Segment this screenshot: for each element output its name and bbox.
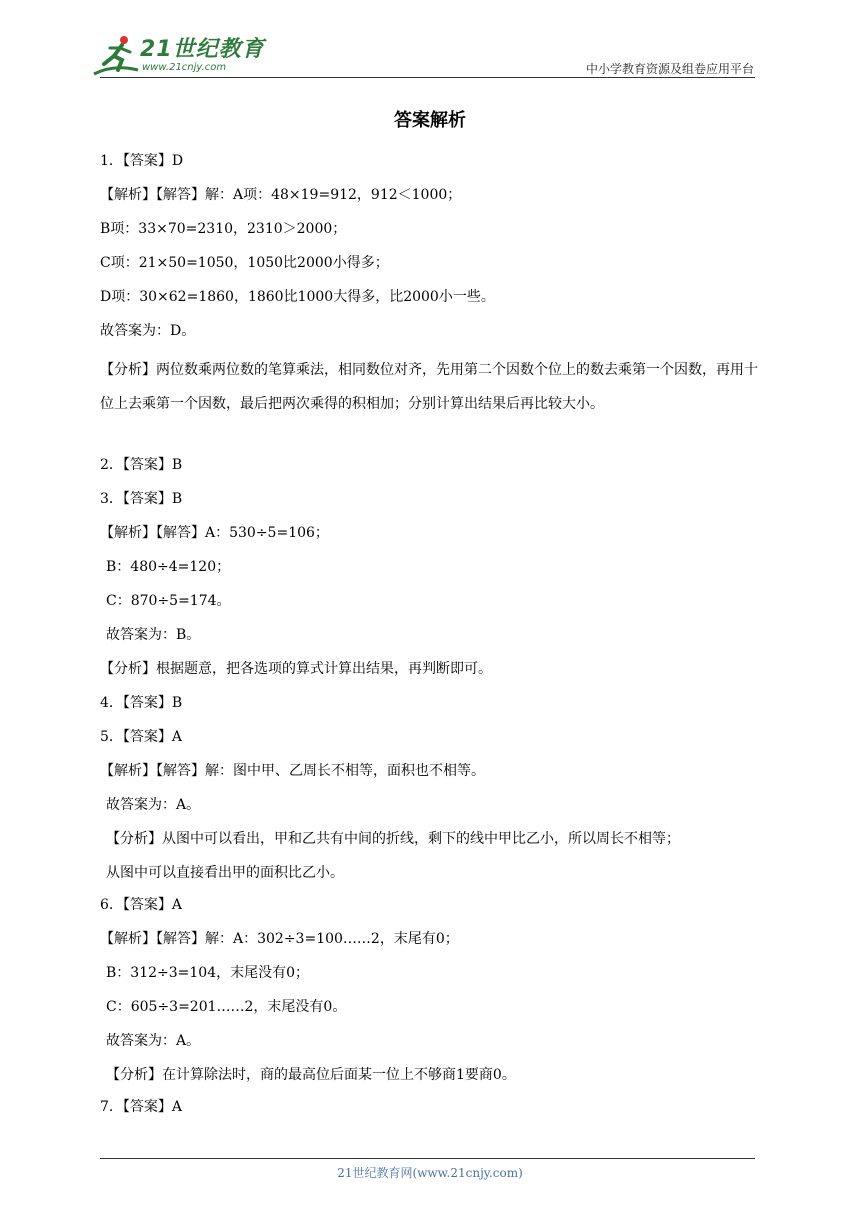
header-divider [100, 77, 755, 78]
analysis-line: B：480÷4=120； [106, 559, 231, 575]
logo-text: 21世纪教育 [140, 37, 265, 62]
site-logo [92, 34, 267, 78]
answer-line: 5．【答案】A [100, 729, 183, 745]
conclusion-line: 故答案为：D。 [100, 323, 196, 339]
explanation-paragraph: 【分析】两位数乘两位数的笔算乘法，相同数位对齐，先用第二个因数个位上的数去乘第一个因数，再用十位上去乘第一个因数，最后把两次乘得的积相加；分别计算出结果后再比较大小。 [100, 362, 758, 412]
analysis-line: 【解析】【解答】解：A项：48×19=912，912＜1000； [100, 187, 462, 203]
answer-line: 2．【答案】B [100, 457, 183, 473]
runner-icon [92, 34, 142, 78]
answer-line: 4．【答案】B [100, 695, 183, 711]
footer-divider [100, 1158, 755, 1159]
analysis-line: D项：30×62=1860，1860比1000大得多，比2000小一些。 [100, 289, 495, 305]
explanation-line: 【分析】从图中可以看出，甲和乙共有中间的折线，剩下的线中甲比乙小，所以周长不相等； [106, 831, 680, 847]
answer-line: 3．【答案】B [100, 491, 183, 507]
analysis-line: 【解析】【解答】解：图中甲、乙周长不相等，面积也不相等。 [100, 763, 485, 779]
analysis-line: 【解析】【解答】A：530÷5=106； [100, 525, 329, 541]
conclusion-line: 故答案为：A。 [106, 797, 201, 813]
answer-line: 1．【答案】D [100, 153, 184, 169]
analysis-line: B：312÷3=104，末尾没有0； [106, 965, 310, 981]
page-header [0, 0, 860, 90]
answer-line: 6．【答案】A [100, 897, 183, 913]
explanation-line: 从图中可以直接看出甲的面积比乙小。 [106, 865, 344, 881]
page-title: 答案解析 [394, 110, 466, 131]
platform-tagline: 中小学教育资源及组卷应用平台 [585, 62, 754, 76]
analysis-line: C：870÷5=174。 [106, 593, 231, 609]
conclusion-line: 故答案为：A。 [106, 1033, 201, 1049]
answer-line: 7．【答案】A [100, 1099, 183, 1115]
analysis-line: C项：21×50=1050，1050比2000小得多； [100, 255, 389, 271]
explanation-line: 【分析】根据题意，把各选项的算式计算出结果，再判断即可。 [100, 661, 492, 677]
analysis-line: B项：33×70=2310，2310＞2000； [100, 221, 347, 237]
footer-link[interactable]: 21世纪教育网(www.21cnjy.com) [337, 1166, 523, 1180]
logo-url: www.21cnjy.com [142, 62, 227, 73]
conclusion-line: 故答案为：B。 [106, 627, 201, 643]
analysis-line: C：605÷3=201……2，末尾没有0。 [106, 999, 347, 1015]
analysis-line: 【解析】【解答】解：A：302÷3=100……2，末尾有0； [100, 931, 459, 947]
explanation-line: 【分析】在计算除法时，商的最高位后面某一位上不够商1要商0。 [106, 1067, 516, 1083]
